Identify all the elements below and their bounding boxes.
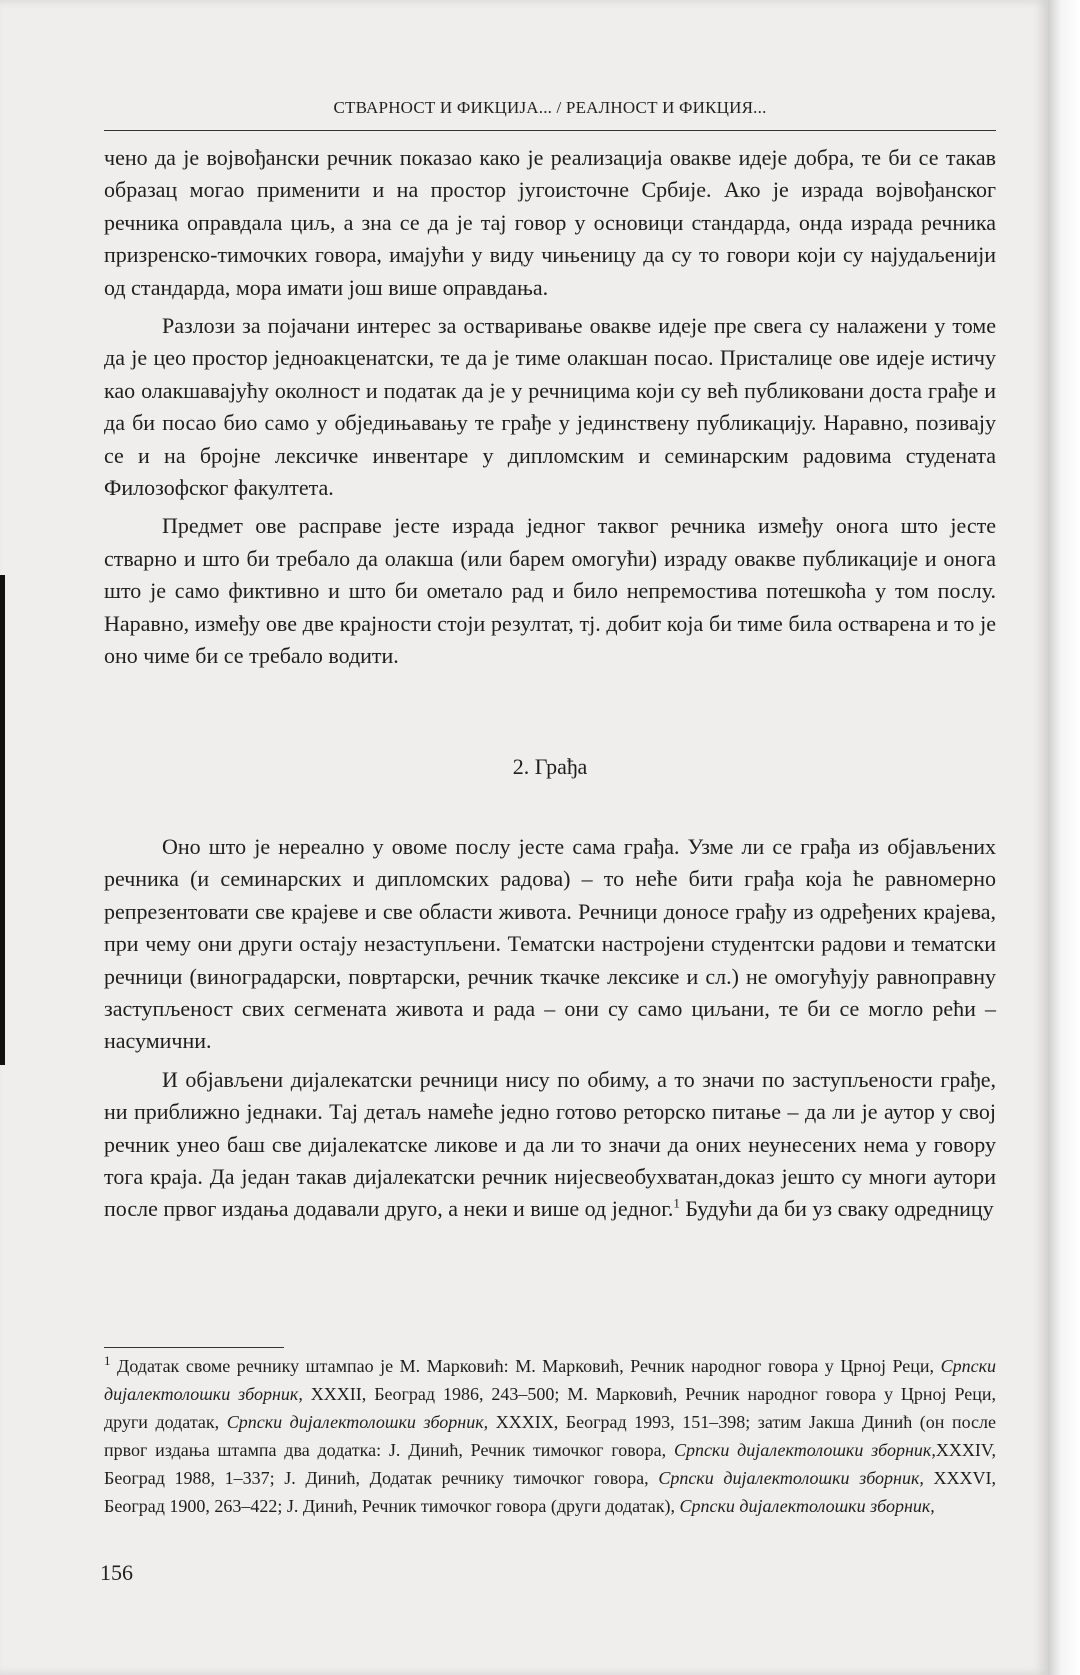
- paragraph-text-tail: Будући да би уз сваку одредницу: [679, 1196, 994, 1222]
- footnote-rule: [104, 1347, 284, 1348]
- footnote: [104, 1352, 996, 1520]
- footnote-text: XXXII, Београд 1986, 243–500; М. Марковић, Речник народног говора у Црној Реци, други додатак,: [104, 1384, 996, 1432]
- footnote-italic: Српски дијалектолошки зборник,: [658, 1468, 924, 1488]
- footnote-italic: Српски дијалектолошки зборник,: [226, 1412, 489, 1432]
- page-edge: [1048, 0, 1080, 1675]
- footnote-text: XXXIV, Београд 1988, 1–337; Ј. Динић, Додатак речнику тимочког говора,: [104, 1440, 996, 1488]
- paragraph: чено да је војвођански речник показао како је реализација овакве идеје добра, те би се такав образац могао применити и на простор југоисточне Србије. Ако је израда војвођанског речника оправдала циљ, а зна се да је тај говор у основици стандарда, онда израда речника призренско-тимочких говора, имајући у виду чињеницу да су то говори који су најудаљенији од стандарда, мора имати још више оправдања.: [104, 145, 996, 300]
- paragraph: Предмет ове расправе јесте израда једног таквог речника између онога што јесте стварно и што би требало да олакша (или барем омогући) израду овакве публикације и онога што је само фиктивно и што би ометало рад и било непремостива потешкоћа у том послу. Наравно, између ове две крајности стоји резултат, тј. добит која би тиме била остварена и то је оно чиме би се требало водити.: [104, 513, 996, 669]
- footnote-italic: Српски дијалектолошки зборник,: [104, 1356, 996, 1404]
- paragraph: Оно што је нереално у овоме послу јесте сама грађа. Узме ли се грађа из објављених речника (и семинарских и дипломских радова) – то неће бити грађа која ће равномерно репрезентовати све крајеве и све области живота. Речници доносе грађу из одређених крајева, при чему они други остају незаступљени. Тематски настројени студентски радови и тематски речници (виноградарски, повртарски, речник ткачке лексике и сл.) не омогућују равноправну заступљеност свих сегмената живота и рада – они су само циљани, те би се могло рећи – насумични.: [104, 833, 996, 1054]
- page-number: 156: [100, 1560, 133, 1585]
- section-title: 2. Грађа: [512, 753, 588, 779]
- footnote-reference: 1: [673, 1196, 680, 1212]
- footnote-italic: Српски дијалектолошки зборник,: [673, 1440, 936, 1460]
- footnote-italic: Српски дијалектолошки зборник,: [679, 1496, 935, 1516]
- binding-edge: [0, 575, 5, 1065]
- header-rule: [104, 130, 996, 131]
- footnote-text: Додатак своме речнику штампао је М. Марковић: М. Марковић, Речник народног говора у Црној Реци,: [110, 1356, 941, 1376]
- paragraph-text: И објављени дијалекатски речници нису по обиму, а то значи по заступљености грађе, ни приближно једнаки. Тај детаљ намеће једно готово реторско питање – да ли је аутор у свој речник унео баш све дијалекатске ликове и да ли то значи да оних неунесених нема у говору тога краја. Да један такав дијалекатски речник нијесвеобухватан,доказ јешто су многи аутори после првог издања додавали друго, а неки и више од једног.: [104, 1066, 996, 1222]
- running-header: СТВАРНОСТ И ФИКЦИЈА... / РЕАЛНОСТ И ФИКЦИЯ...: [333, 98, 767, 117]
- paragraph: Разлози за појачани интерес за остваривање овакве идеје пре свега су налажени у томе да је цео простор једноакценатски, те да је тиме олакшан посао. Присталице ове идеје истичу као олакшавајућу околност и податак да је у речницима који су већ публиковани доста грађе и да би посао био само у обједињавању те грађе у јединствену публикацију. Наравно, позивају се и на бројне лексичке инвентаре у дипломским и семинарским радовима студената Филозофског факултета.: [104, 313, 996, 501]
- footnote-marker: 1: [104, 1353, 111, 1368]
- footnote-text: XXXIX, Београд 1993, 151–398; затим Јакша Динић (он после првог издања штампа два додатка: Ј. Динић, Речник тимочког говора,: [104, 1412, 996, 1460]
- body-text: [104, 142, 996, 1226]
- paragraph: [104, 1064, 996, 1226]
- footnote-text: XXXVI, Београд 1900, 263–422; Ј. Динић, Речник тимочког говора (други додатак),: [104, 1468, 996, 1516]
